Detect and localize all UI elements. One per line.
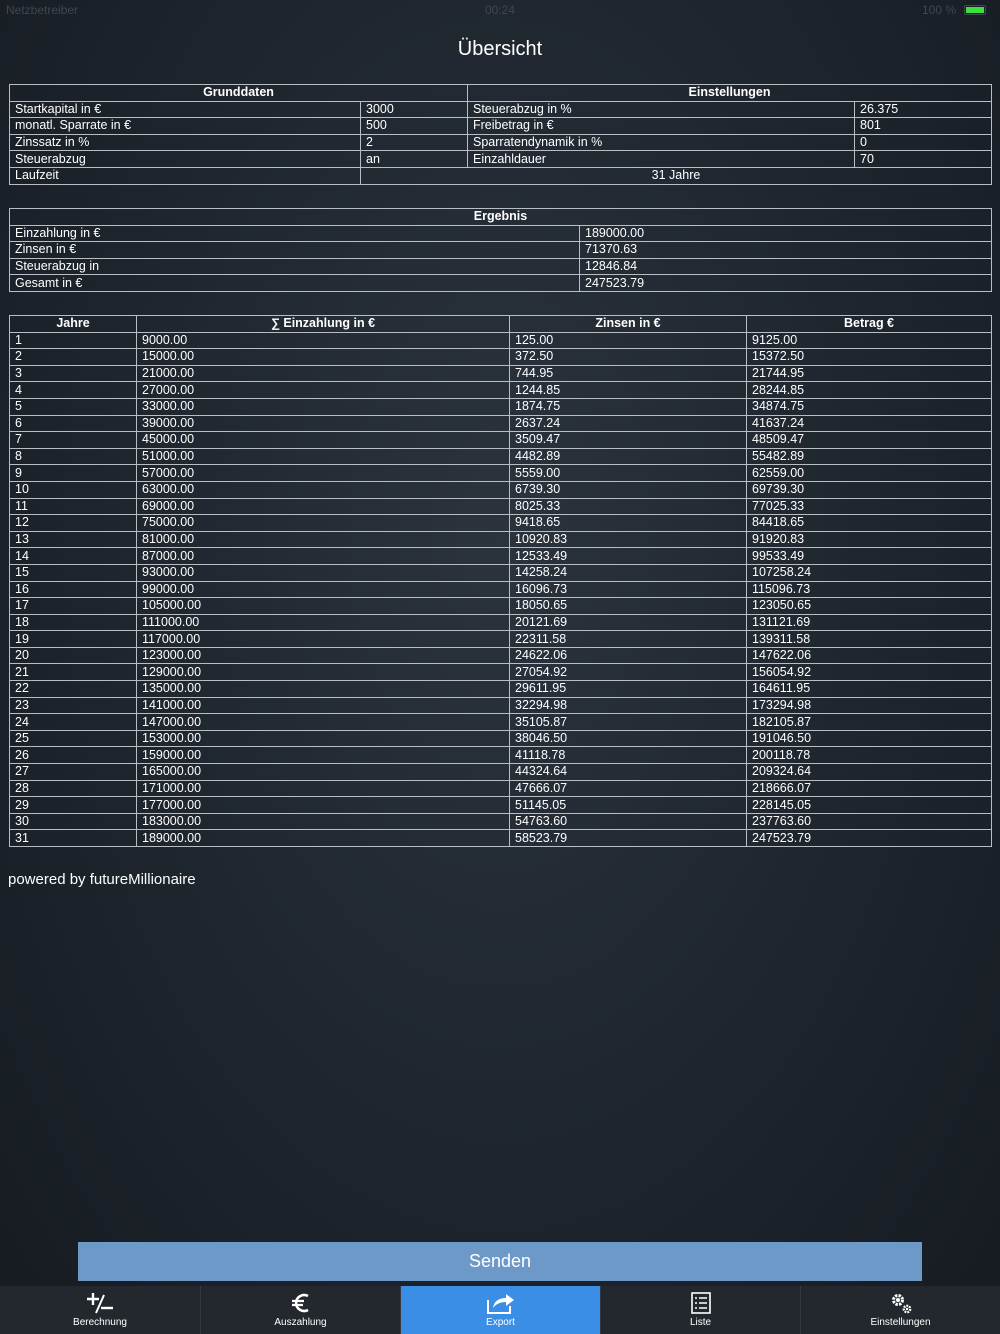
betrag-cell: 99533.49: [747, 548, 992, 565]
zinsen-cell: 29611.95: [510, 681, 747, 698]
betrag-cell: 84418.65: [747, 515, 992, 532]
table-row: [10, 813, 992, 830]
table-row: [10, 697, 992, 714]
zinsen-cell: 1874.75: [510, 398, 747, 415]
einzahlung-cell: 189000.00: [137, 830, 510, 847]
betrag-cell: 9125.00: [747, 332, 992, 349]
grunddaten-value: 2: [361, 134, 468, 151]
list-icon: [601, 1290, 800, 1316]
year-cell: 25: [10, 730, 137, 747]
grunddaten-label: monatl. Sparrate in €: [10, 118, 361, 135]
year-cell: 23: [10, 697, 137, 714]
zinsen-cell: 125.00: [510, 332, 747, 349]
betrag-cell: 62559.00: [747, 465, 992, 482]
year-cell: 20: [10, 647, 137, 664]
einzahlung-cell: 183000.00: [137, 813, 510, 830]
einzahlung-cell: 69000.00: [137, 498, 510, 515]
table-row: [10, 797, 992, 814]
table-row: [10, 498, 992, 515]
zinsen-cell: 2637.24: [510, 415, 747, 432]
ergebnis-row: [10, 242, 992, 259]
zinsen-cell: 372.50: [510, 349, 747, 366]
grunddaten-label: Steuerabzug: [10, 151, 361, 168]
grunddaten-label: Startkapital in €: [10, 101, 361, 118]
einzahlung-cell: 171000.00: [137, 780, 510, 797]
tab-label: Einstellungen: [870, 1317, 931, 1328]
einzahlung-cell: 33000.00: [137, 398, 510, 415]
table-row: [10, 349, 992, 366]
tab-einstellungen[interactable]: [800, 1286, 1000, 1334]
zinsen-cell: 5559.00: [510, 465, 747, 482]
zinsen-cell: 38046.50: [510, 730, 747, 747]
einstellungen-value: 801: [855, 118, 992, 135]
laufzeit-row: [10, 167, 992, 184]
send-button[interactable]: Senden: [78, 1242, 922, 1281]
table-row: [10, 681, 992, 698]
tab-berechnung[interactable]: [0, 1286, 200, 1334]
clock: 00:24: [484, 3, 516, 17]
zinsen-cell: 6739.30: [510, 481, 747, 498]
betrag-cell: 200118.78: [747, 747, 992, 764]
table-row: [10, 780, 992, 797]
table-row: [10, 730, 992, 747]
year-cell: 7: [10, 432, 137, 449]
table-row: [10, 614, 992, 631]
einzahlung-cell: 81000.00: [137, 531, 510, 548]
year-cell: 10: [10, 481, 137, 498]
zinsen-cell: 44324.64: [510, 764, 747, 781]
betrag-cell: 115096.73: [747, 581, 992, 598]
einstellungen-label: Steuerabzug in %: [468, 101, 855, 118]
einstellungen-label: Freibetrag in €: [468, 118, 855, 135]
einzahlung-cell: 141000.00: [137, 697, 510, 714]
zinsen-cell: 24622.06: [510, 647, 747, 664]
zinsen-cell: 18050.65: [510, 598, 747, 615]
ergebnis-label: Gesamt in €: [10, 275, 580, 292]
table-row: [10, 714, 992, 731]
column-header: Betrag €: [747, 316, 992, 333]
year-cell: 18: [10, 614, 137, 631]
battery-icon: [964, 5, 986, 15]
betrag-cell: 21744.95: [747, 365, 992, 382]
zinsen-cell: 9418.65: [510, 515, 747, 532]
column-header: Zinsen in €: [510, 316, 747, 333]
zinsen-cell: 8025.33: [510, 498, 747, 515]
table-row: [10, 365, 992, 382]
grunddaten-row: [10, 101, 992, 118]
einstellungen-label: Sparratendynamik in %: [468, 134, 855, 151]
jahres-table: [9, 315, 992, 847]
zinsen-cell: 32294.98: [510, 697, 747, 714]
betrag-cell: 164611.95: [747, 681, 992, 698]
table-row: [10, 465, 992, 482]
ergebnis-value: 71370.63: [580, 242, 992, 259]
tab-label: Berechnung: [73, 1317, 127, 1328]
table-row: [10, 448, 992, 465]
einzahlung-cell: 147000.00: [137, 714, 510, 731]
einzahlung-cell: 9000.00: [137, 332, 510, 349]
ergebnis-header: Ergebnis: [10, 209, 992, 226]
einzahlung-cell: 111000.00: [137, 614, 510, 631]
einzahlung-cell: 63000.00: [137, 481, 510, 498]
table-row: [10, 531, 992, 548]
carrier-label: Netzbetreiber: [6, 3, 79, 17]
ergebnis-label: Einzahlung in €: [10, 225, 580, 242]
betrag-cell: 173294.98: [747, 697, 992, 714]
year-cell: 21: [10, 664, 137, 681]
grunddaten-value: 500: [361, 118, 468, 135]
year-cell: 2: [10, 349, 137, 366]
table-row: [10, 382, 992, 399]
einstellungen-value: 26.375: [855, 101, 992, 118]
einstellungen-header: Einstellungen: [468, 85, 992, 102]
grunddaten-table: [9, 84, 992, 185]
year-cell: 3: [10, 365, 137, 382]
year-cell: 29: [10, 797, 137, 814]
einzahlung-cell: 159000.00: [137, 747, 510, 764]
betrag-cell: 139311.58: [747, 631, 992, 648]
betrag-cell: 123050.65: [747, 598, 992, 615]
betrag-cell: 191046.50: [747, 730, 992, 747]
laufzeit-value: 31 Jahre: [361, 167, 992, 184]
grunddaten-label: Zinssatz in %: [10, 134, 361, 151]
battery-percent: 100 %: [921, 3, 956, 17]
table-row: [10, 747, 992, 764]
column-header: Jahre: [10, 316, 137, 333]
zinsen-cell: 35105.87: [510, 714, 747, 731]
einzahlung-cell: 21000.00: [137, 365, 510, 382]
status-bar: [0, 0, 1000, 20]
year-cell: 31: [10, 830, 137, 847]
betrag-cell: 182105.87: [747, 714, 992, 731]
einzahlung-cell: 165000.00: [137, 764, 510, 781]
year-cell: 13: [10, 531, 137, 548]
zinsen-cell: 14258.24: [510, 564, 747, 581]
table-row: [10, 664, 992, 681]
export-icon: [401, 1290, 600, 1316]
year-cell: 11: [10, 498, 137, 515]
zinsen-cell: 27054.92: [510, 664, 747, 681]
zinsen-cell: 51145.05: [510, 797, 747, 814]
einzahlung-cell: 15000.00: [137, 349, 510, 366]
einzahlung-cell: 27000.00: [137, 382, 510, 399]
zinsen-cell: 744.95: [510, 365, 747, 382]
zinsen-cell: 58523.79: [510, 830, 747, 847]
table-row: [10, 647, 992, 664]
table-row: [10, 432, 992, 449]
betrag-cell: 228145.05: [747, 797, 992, 814]
betrag-cell: 147622.06: [747, 647, 992, 664]
ergebnis-row: [10, 275, 992, 292]
page-title: Übersicht: [457, 38, 543, 60]
zinsen-cell: 41118.78: [510, 747, 747, 764]
zinsen-cell: 47666.07: [510, 780, 747, 797]
betrag-cell: 209324.64: [747, 764, 992, 781]
einzahlung-cell: 105000.00: [137, 598, 510, 615]
betrag-cell: 41637.24: [747, 415, 992, 432]
column-header: ∑ Einzahlung in €: [137, 316, 510, 333]
einstellungen-label: Einzahldauer: [468, 151, 855, 168]
table-row: [10, 631, 992, 648]
ergebnis-value: 189000.00: [580, 225, 992, 242]
year-cell: 4: [10, 382, 137, 399]
year-cell: 14: [10, 548, 137, 565]
ergebnis-label: Zinsen in €: [10, 242, 580, 259]
laufzeit-label: Laufzeit: [10, 167, 361, 184]
tab-label: Export: [486, 1317, 515, 1328]
betrag-cell: 69739.30: [747, 481, 992, 498]
einzahlung-cell: 153000.00: [137, 730, 510, 747]
table-row: [10, 415, 992, 432]
table-row: [10, 564, 992, 581]
tab-auszahlung[interactable]: [200, 1286, 400, 1334]
einstellungen-value: 70: [855, 151, 992, 168]
ergebnis-value: 12846.84: [580, 258, 992, 275]
grunddaten-value: 3000: [361, 101, 468, 118]
table-row: [10, 764, 992, 781]
grunddaten-value: an: [361, 151, 468, 168]
year-cell: 15: [10, 564, 137, 581]
year-cell: 1: [10, 332, 137, 349]
zinsen-cell: 4482.89: [510, 448, 747, 465]
zinsen-cell: 16096.73: [510, 581, 747, 598]
year-cell: 24: [10, 714, 137, 731]
ergebnis-table: [9, 208, 992, 292]
year-cell: 19: [10, 631, 137, 648]
betrag-cell: 48509.47: [747, 432, 992, 449]
tab-label: Auszahlung: [274, 1317, 327, 1328]
table-row: [10, 398, 992, 415]
grunddaten-row: [10, 151, 992, 168]
year-cell: 27: [10, 764, 137, 781]
einzahlung-cell: 45000.00: [137, 432, 510, 449]
year-cell: 17: [10, 598, 137, 615]
year-cell: 26: [10, 747, 137, 764]
einzahlung-cell: 75000.00: [137, 515, 510, 532]
table-row: [10, 830, 992, 847]
grunddaten-row: [10, 118, 992, 135]
year-cell: 16: [10, 581, 137, 598]
ergebnis-row: [10, 225, 992, 242]
einstellungen-value: 0: [855, 134, 992, 151]
zinsen-cell: 3509.47: [510, 432, 747, 449]
year-cell: 28: [10, 780, 137, 797]
zinsen-cell: 54763.60: [510, 813, 747, 830]
einzahlung-cell: 177000.00: [137, 797, 510, 814]
zinsen-cell: 10920.83: [510, 531, 747, 548]
betrag-cell: 218666.07: [747, 780, 992, 797]
betrag-cell: 15372.50: [747, 349, 992, 366]
einzahlung-cell: 99000.00: [137, 581, 510, 598]
zinsen-cell: 12533.49: [510, 548, 747, 565]
einzahlung-cell: 39000.00: [137, 415, 510, 432]
betrag-cell: 156054.92: [747, 664, 992, 681]
ergebnis-value: 247523.79: [580, 275, 992, 292]
betrag-cell: 28244.85: [747, 382, 992, 399]
betrag-cell: 107258.24: [747, 564, 992, 581]
zinsen-cell: 1244.85: [510, 382, 747, 399]
einzahlung-cell: 57000.00: [137, 465, 510, 482]
euro-icon: [201, 1290, 400, 1316]
year-cell: 5: [10, 398, 137, 415]
einzahlung-cell: 51000.00: [137, 448, 510, 465]
einzahlung-cell: 117000.00: [137, 631, 510, 648]
year-cell: 8: [10, 448, 137, 465]
table-row: [10, 481, 992, 498]
powered-by-text: powered by futureMillionaire: [8, 871, 196, 888]
tab-bar: [0, 1286, 1000, 1334]
year-cell: 6: [10, 415, 137, 432]
tab-export[interactable]: [400, 1286, 600, 1334]
betrag-cell: 237763.60: [747, 813, 992, 830]
einzahlung-cell: 123000.00: [137, 647, 510, 664]
table-row: [10, 332, 992, 349]
einzahlung-cell: 93000.00: [137, 564, 510, 581]
betrag-cell: 34874.75: [747, 398, 992, 415]
year-cell: 22: [10, 681, 137, 698]
einzahlung-cell: 135000.00: [137, 681, 510, 698]
betrag-cell: 247523.79: [747, 830, 992, 847]
zinsen-cell: 20121.69: [510, 614, 747, 631]
tab-label: Liste: [689, 1317, 712, 1328]
ergebnis-row: [10, 258, 992, 275]
year-cell: 9: [10, 465, 137, 482]
year-cell: 30: [10, 813, 137, 830]
zinsen-cell: 22311.58: [510, 631, 747, 648]
betrag-cell: 131121.69: [747, 614, 992, 631]
ergebnis-label: Steuerabzug in: [10, 258, 580, 275]
betrag-cell: 55482.89: [747, 448, 992, 465]
grunddaten-row: [10, 134, 992, 151]
einzahlung-cell: 87000.00: [137, 548, 510, 565]
betrag-cell: 91920.83: [747, 531, 992, 548]
table-row: [10, 598, 992, 615]
table-row: [10, 581, 992, 598]
plus-minus-icon: [0, 1290, 200, 1316]
gears-icon: [801, 1290, 1000, 1316]
betrag-cell: 77025.33: [747, 498, 992, 515]
table-row: [10, 548, 992, 565]
table-row: [10, 515, 992, 532]
tab-liste[interactable]: [600, 1286, 800, 1334]
grunddaten-header: Grunddaten: [10, 85, 468, 102]
year-cell: 12: [10, 515, 137, 532]
einzahlung-cell: 129000.00: [137, 664, 510, 681]
